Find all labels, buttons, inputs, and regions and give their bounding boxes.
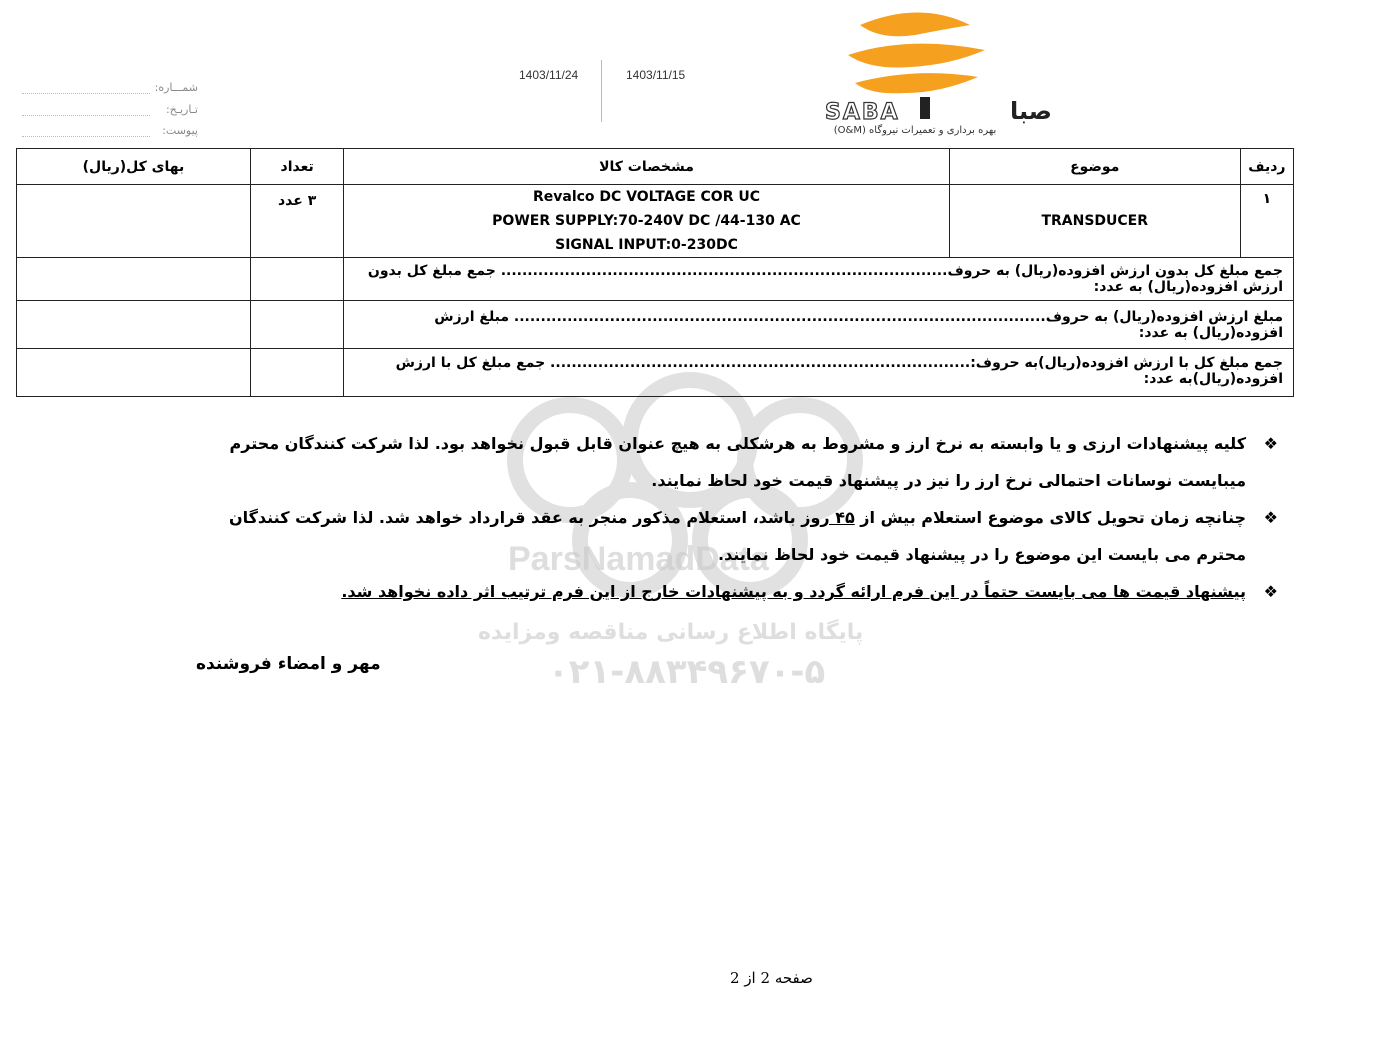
watermark-brand: ParsNamadData	[508, 540, 769, 578]
date-right: 1403/11/15	[626, 68, 686, 82]
summary-net-text: جمع مبلغ کل بدون ارزش افزوده(ریال) به حروف.................................................................................... جمع مبلغ کل بدون ارزش افزوده(ریال) به عدد:	[344, 258, 1294, 301]
summary-gross-qty	[250, 349, 343, 397]
note-delivery-before: چنانچه زمان تحویل کالای موضوع استعلام بیش از	[860, 508, 1246, 527]
row-subject: TRANSDUCER	[949, 185, 1240, 258]
note-delivery-days: ۴۵ روز	[801, 508, 855, 527]
note-delivery	[198, 499, 1278, 573]
watermark-phone: ۰۲۱-۸۸۳۴۹۶۷۰-۵	[548, 652, 826, 692]
logo-subtitle: بهره برداری و تعمیرات نیروگاه (O&M)	[833, 125, 997, 136]
note-delivery-after: باشد، استعلام مذکور منجر به عقد قرارداد خواهد شد. لذا شرکت کنندگان محترم می بایست این موضوع را در پیشنهاد قیمت خود لحاظ نمایند.	[228, 508, 1246, 564]
summary-net-value[interactable]	[17, 258, 251, 301]
row-spec	[344, 185, 949, 258]
logo-persian: صبا	[1010, 97, 1052, 125]
spec-line-1: Revalco DC VOLTAGE COR UC	[532, 189, 760, 205]
diamond-bullet-icon: ❖	[1263, 582, 1278, 601]
diamond-bullet-icon: ❖	[1263, 508, 1278, 527]
date-left: 1403/11/24	[519, 68, 579, 82]
summary-vat-value[interactable]	[17, 301, 251, 349]
header-spec: مشخصات کالا	[344, 149, 949, 185]
note-form	[198, 573, 1278, 610]
date-label: تـاریـخ:	[165, 103, 198, 116]
number-line	[22, 93, 150, 94]
watermark-line: پایگاه اطلاع رسانی مناقصه ومزایده	[478, 620, 864, 645]
note-form-text: پیشنهاد قیمت ها می بایست حتماً در این فرم ارائه گردد و به پیشنهادات خارج از این فرم ترتیب اثر داده نخواهد شد.	[341, 582, 1246, 601]
table-row	[17, 185, 1294, 258]
summary-vat-qty	[250, 301, 343, 349]
items-table	[16, 148, 1294, 397]
spec-line-2: POWER SUPPLY:70-240V DC /44-130 AC	[492, 213, 801, 229]
spec-line-3: SIGNAL INPUT:0-230DC	[555, 237, 738, 253]
logo-latin: SABA	[825, 100, 900, 125]
diamond-bullet-icon: ❖	[1263, 434, 1278, 453]
row-total[interactable]	[17, 185, 251, 258]
summary-gross-value[interactable]	[17, 349, 251, 397]
summary-net-qty	[250, 258, 343, 301]
attachment-line	[22, 136, 150, 137]
summary-row-gross	[17, 349, 1294, 397]
note-currency	[198, 425, 1278, 499]
header-total: بهای کل(ریال)	[17, 149, 251, 185]
header-radif: ردیف	[1240, 149, 1293, 185]
row-qty: ۳ عدد	[250, 185, 343, 258]
table-header-row	[17, 149, 1294, 185]
number-label: شمـــاره:	[154, 81, 198, 94]
summary-row-vat	[17, 301, 1294, 349]
summary-gross-text: جمع مبلغ کل با ارزش افزوده(ریال)به حروف:............................................................................... جمع مبلغ کل با ارزش افزوده(ریال)به عدد:	[344, 349, 1294, 397]
header-subject: موضوع	[949, 149, 1240, 185]
notes-section	[198, 425, 1278, 610]
row-radif: ۱	[1240, 185, 1293, 258]
summary-vat-text: مبلغ ارزش افزوده(ریال) به حروف.................................................................................................... مبلغ ارزش افزوده(ریال) به عدد:	[344, 301, 1294, 349]
seller-signature-label: مهر و امضاء فروشنده	[196, 654, 381, 674]
note-currency-text: کلیه پیشنهادات ارزی و یا وابسته به نرخ ارز و مشروط به هرشکلی به هیچ عنوان قابل قبول نخواهد بود. لذا شرکت کنندگان محترم میبایست نوسانات احتمالی نرخ ارز را نیز در پیشنهاد قیمت خود لحاظ نمایند.	[229, 434, 1246, 490]
header-qty: تعداد	[250, 149, 343, 185]
summary-row-net	[17, 258, 1294, 301]
date-line	[22, 115, 150, 116]
saba-logo	[820, 5, 1052, 140]
header-divider	[601, 60, 602, 122]
page-number: صفحه 2 از 2	[730, 969, 813, 987]
attachment-label: پیوست:	[162, 124, 198, 137]
